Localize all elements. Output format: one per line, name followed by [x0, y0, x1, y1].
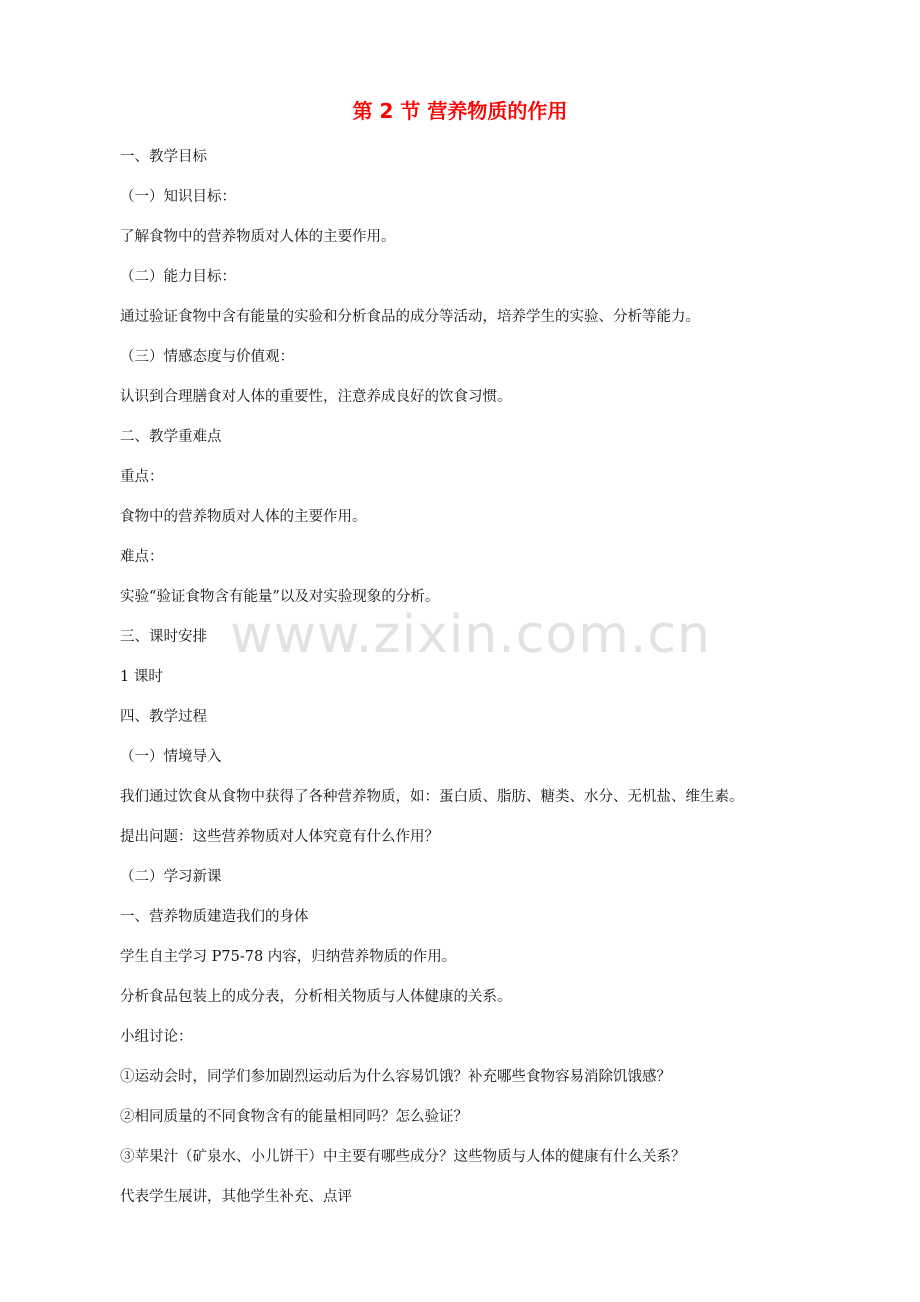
paragraph-attitude-objective: 认识到合理膳食对人体的重要性，注意养成良好的饮食习惯。 [120, 389, 512, 405]
section-heading-schedule: 三、课时安排 [120, 629, 207, 645]
subheading-new-lesson: （二）学习新课 [120, 869, 222, 885]
subheading-attitude-objective: （三）情感态度与价值观： [120, 349, 294, 365]
heading-nutrients-build-body: 一、营养物质建造我们的身体 [120, 909, 309, 925]
discussion-item-2: ②相同质量的不同食物含有的能量相同吗？怎么验证？ [120, 1109, 468, 1125]
discussion-item-3: ③苹果汁（矿泉水、小儿饼干）中主要有哪些成分？这些物质与人体的健康有什么关系？ [120, 1149, 686, 1165]
paragraph-ability-objective: 通过验证食物中含有能量的实验和分析食品的成分等活动，培养学生的实验、分析等能力。 [120, 309, 700, 325]
section-heading-key-points: 二、教学重难点 [120, 429, 222, 445]
paragraph-presentation: 代表学生展讲，其他学生补充、点评 [120, 1189, 352, 1205]
section-heading-objectives: 一、教学目标 [120, 149, 207, 165]
paragraph-schedule: 1 课时 [120, 669, 163, 685]
label-key-point: 重点： [120, 469, 164, 485]
label-group-discussion: 小组讨论： [120, 1029, 193, 1045]
paragraph-key-point: 食物中的营养物质对人体的主要作用。 [120, 509, 367, 525]
paragraph-question: 提出问题：这些营养物质对人体究竟有什么作用？ [120, 829, 439, 845]
subheading-introduction: （一）情境导入 [120, 749, 222, 765]
watermark: www.zixin.com.cn [230, 605, 711, 665]
paragraph-introduction: 我们通过饮食从食物中获得了各种营养物质，如：蛋白质、脂肪、糖类、水分、无机盐、维生素。 [120, 789, 744, 805]
paragraph-difficult-point: 实验“验证食物含有能量”以及对实验现象的分析。 [120, 589, 440, 605]
discussion-item-1: ①运动会时，同学们参加剧烈运动后为什么容易饥饿？补充哪些食物容易消除饥饿感？ [120, 1069, 671, 1085]
paragraph-analysis: 分析食品包装上的成分表，分析相关物质与人体健康的关系。 [120, 989, 512, 1005]
subheading-ability-objective: （二）能力目标： [120, 269, 236, 285]
paragraph-knowledge-objective: 了解食物中的营养物质对人体的主要作用。 [120, 229, 396, 245]
label-difficult-point: 难点： [120, 549, 164, 565]
document-title: 第 2 节 营养物质的作用 [352, 99, 568, 123]
subheading-knowledge-objective: （一）知识目标： [120, 189, 236, 205]
paragraph-self-study: 学生自主学习 P75-78 内容，归纳营养物质的作用。 [120, 949, 457, 965]
section-heading-process: 四、教学过程 [120, 709, 207, 725]
